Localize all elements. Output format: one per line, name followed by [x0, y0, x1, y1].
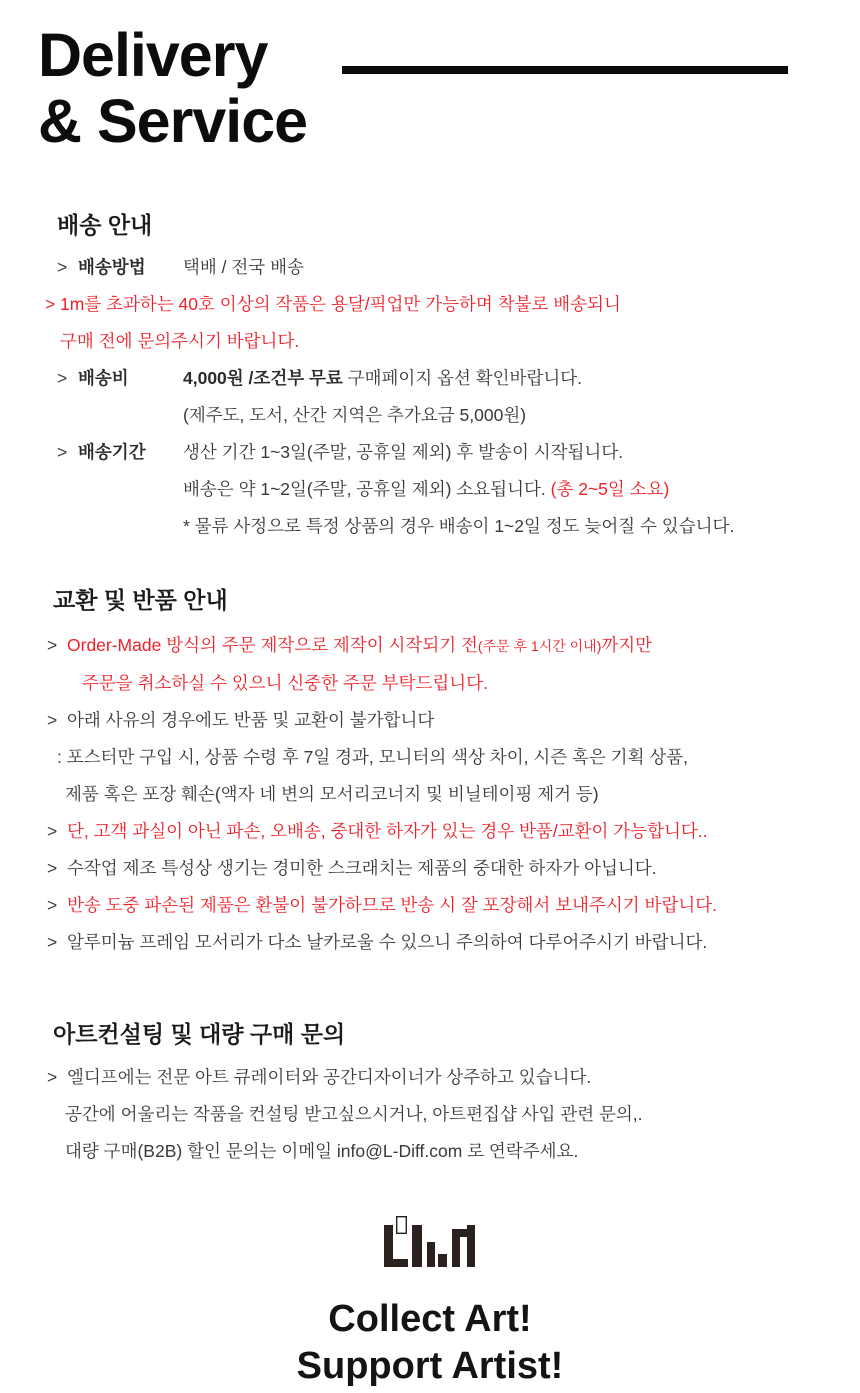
bullet-chevron: > — [57, 442, 68, 462]
shipping-period-line2-text: 배송은 약 1~2일(주말, 공휴일 제외) 소요됩니다. — [183, 479, 551, 499]
bullet-chevron: > — [47, 895, 58, 915]
shipping-period-value — [183, 434, 860, 545]
order-made-line1 — [47, 627, 860, 665]
order-made-line2: 주문을 취소하실 수 있으니 신중한 주문 부탁드립니다. — [82, 673, 488, 693]
shipping-fee-value-line1 — [183, 368, 582, 388]
no-return-item — [47, 702, 860, 813]
footer-slogan-line1: Collect Art! — [328, 1298, 532, 1340]
shipping-fee-value — [183, 360, 860, 434]
oversize-notice-line1 — [45, 286, 860, 323]
shipping-fee-row — [57, 360, 860, 434]
bullet-chevron: > — [47, 635, 58, 655]
brand-logo — [0, 1216, 860, 1268]
bullet-chevron: > — [47, 858, 58, 878]
no-return-text1: 아래 사유의 경우에도 반품 및 교환이 불가합니다 — [67, 710, 435, 730]
bullet-chevron: > — [45, 294, 56, 314]
shipping-period-line1: 생산 기간 1~3일(주말, 공휴일 제외) 후 발송이 시작됩니다. — [183, 442, 624, 462]
shipping-method-label: 배송방법 — [78, 257, 146, 277]
bullet-chevron: > — [57, 257, 68, 277]
no-return-line1 — [47, 702, 860, 739]
shipping-fee-amount: 4,000원 /조건부 무료 — [183, 368, 343, 388]
bullet-chevron: > — [47, 932, 58, 952]
bullet-chevron: > — [47, 821, 58, 841]
bullet-chevron: > — [47, 1067, 58, 1087]
returns-heading: 교환 및 반품 안내 — [53, 587, 228, 613]
no-return-line2: : 포스터만 구입 시, 상품 수령 후 7일 경과, 모니터의 색상 차이, 시즌 혹은 기획 상품, — [57, 747, 689, 767]
order-made-red2: 까지만 — [601, 635, 653, 655]
shipping-heading: 배송 안내 — [57, 212, 153, 238]
oversize-notice-line2: 구매 전에 문의주시기 바랍니다. — [60, 331, 300, 351]
return-shipping-text: 반송 도중 파손된 제품은 환불이 불가하므로 반송 시 잘 포장해서 보내주시기 바랍니다. — [67, 895, 718, 915]
bullet-chevron: > — [57, 368, 68, 388]
consulting-line2: 공간에 어울리는 작품을 컨설팅 받고싶으시거나, 아트편집샵 사입 관련 문의,. — [65, 1104, 643, 1124]
order-made-red1: Order-Made 방식의 주문 제작으로 제작이 시작되기 전 — [67, 635, 478, 655]
consulting-text1: 엘디프에는 전문 아트 큐레이터와 공간디자이너가 상주하고 있습니다. — [67, 1067, 592, 1087]
order-made-small-note: (주문 후 1시간 이내) — [477, 638, 602, 654]
shipping-fee-note: 구매페이지 옵션 확인바랍니다. — [342, 368, 583, 388]
shipping-period-total-days: (총 2~5일 소요) — [550, 479, 670, 499]
art-consulting-section — [0, 1019, 860, 1170]
shipping-period-label: 배송기간 — [78, 442, 146, 462]
consulting-line1 — [47, 1059, 860, 1096]
footer-slogan — [0, 1296, 860, 1390]
page-title-line2: & Service — [38, 87, 308, 156]
shipping-period-row — [57, 434, 860, 545]
return-shipping-item — [47, 887, 860, 924]
page-title — [38, 22, 307, 155]
shipping-fee-label: 배송비 — [78, 368, 129, 388]
order-made-text — [67, 627, 652, 665]
shipping-info-section — [0, 210, 860, 545]
oversize-shipping-notice — [45, 286, 860, 360]
shipping-method-value: 택배 / 전국 배송 — [183, 257, 304, 277]
title-divider-rule — [342, 66, 788, 74]
shipping-fee-surcharge: (제주도, 도서, 산간 지역은 추가요금 5,000원) — [183, 405, 527, 425]
bullet-chevron: > — [47, 710, 58, 730]
consulting-line3: 대량 구매(B2B) 할인 문의는 이메일 info@L-Diff.com 로 연락주세요. — [65, 1141, 579, 1161]
return-exception-text: 단, 고객 과실이 아닌 파손, 오배송, 중대한 하자가 있는 경우 반품/교환이 가능합니다.. — [67, 821, 708, 841]
consulting-heading: 아트컨설팅 및 대량 구매 문의 — [53, 1021, 346, 1047]
exchange-return-section — [0, 585, 860, 961]
no-return-line3: 제품 혹은 포장 훼손(액자 네 변의 모서리코너지 및 비닐테이핑 제거 등) — [65, 784, 599, 804]
frame-caution-item — [47, 924, 860, 961]
shipping-period-line2 — [183, 471, 860, 508]
oversize-notice-text1: 1m를 초과하는 40호 이상의 작품은 용달/픽업만 가능하며 착불로 배송되니 — [60, 294, 621, 314]
ldiff-logo-icon — [384, 1216, 476, 1268]
scratch-notice-text: 수작업 제조 특성상 생기는 경미한 스크래치는 제품의 중대한 하자가 아닙니다. — [67, 858, 657, 878]
frame-caution-text: 알루미늄 프레임 모서리가 다소 날카로울 수 있으니 주의하여 다루어주시기 바랍니다. — [67, 932, 708, 952]
shipping-period-line3: * 물류 사정으로 특정 상품의 경우 배송이 1~2일 정도 늦어질 수 있습니다. — [183, 516, 735, 536]
order-made-item — [47, 627, 860, 702]
page-title-line1: Delivery — [38, 21, 268, 89]
shipping-method-row — [57, 249, 860, 286]
return-exception-item — [47, 813, 860, 850]
footer-slogan-line2: Support Artist! — [296, 1345, 564, 1387]
scratch-notice-item — [47, 850, 860, 887]
